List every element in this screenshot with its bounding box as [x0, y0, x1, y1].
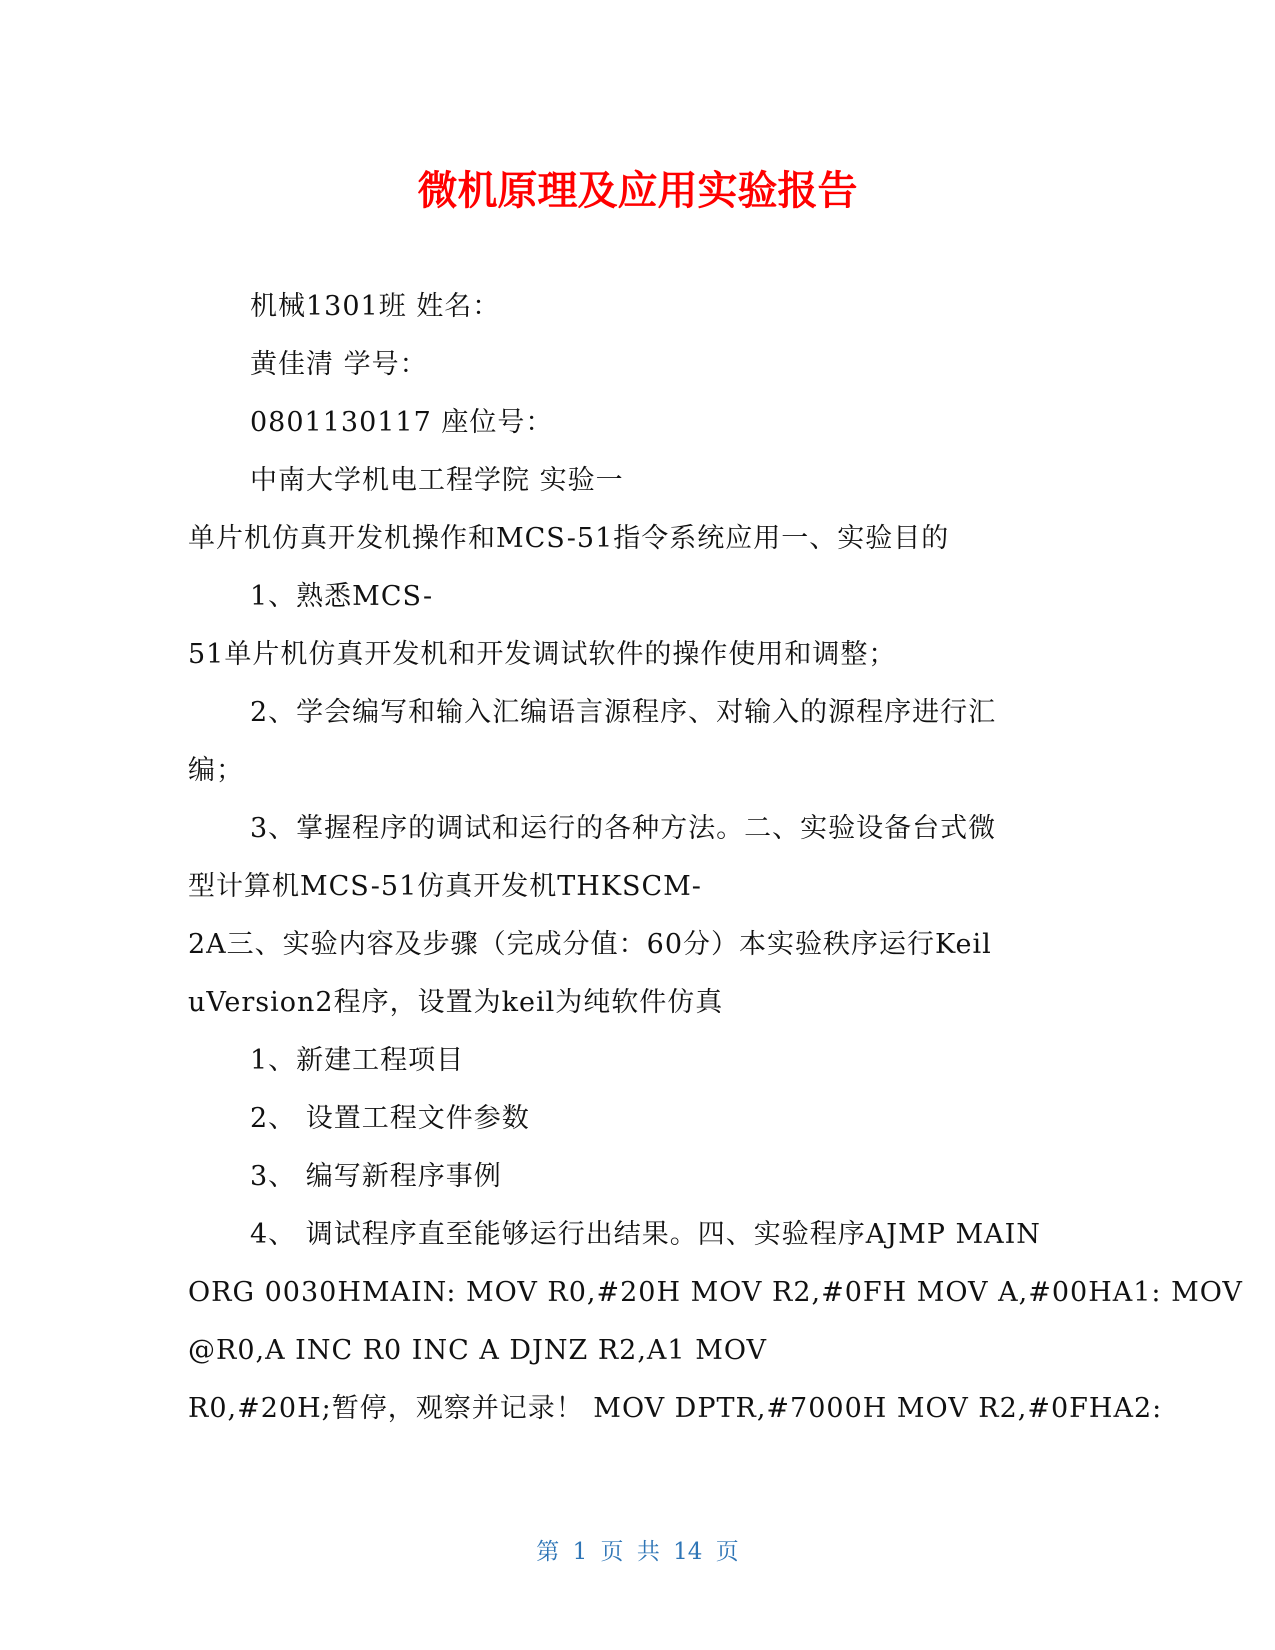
program-line-1: ORG 0030HMAIN: MOV R0,#20H MOV R2,#0FH MOV A,#00HA1: MOV [188, 1277, 1243, 1308]
class-name-line: 机械1301班 姓名： [250, 291, 501, 322]
step-2-line: 2、 设置工程文件参数 [250, 1103, 530, 1134]
equipment-line: 型计算机MCS-51仿真开发机THKSCM- [188, 871, 702, 902]
step-1-line: 1、新建工程项目 [250, 1045, 465, 1076]
experiment-title-line: 单片机仿真开发机操作和MCS-51指令系统应用一、实验目的 [188, 523, 950, 554]
content-steps-cont-line: uVersion2程序，设置为keil为纯软件仿真 [188, 987, 724, 1018]
program-line-2: @R0,A INC R0 INC A DJNZ R2,A1 MOV [188, 1335, 767, 1366]
step-3-line: 3、 编写新程序事例 [250, 1161, 502, 1192]
school-line: 中南大学机电工程学院 实验一 [250, 465, 624, 496]
objective-1-line: 1、熟悉MCS- [250, 581, 434, 612]
objective-1-cont-line: 51单片机仿真开发机和开发调试软件的操作使用和调整； [188, 639, 897, 670]
page-number-footer: 第 1 页 共 14 页 [536, 1539, 739, 1565]
step-4-line: 4、 调试程序直至能够运行出结果。四、实验程序AJMP MAIN [250, 1219, 1041, 1250]
objective-2-line: 2、学会编写和输入汇编语言源程序、对输入的源程序进行汇 [250, 697, 997, 728]
student-id-line: 0801130117 座位号： [250, 407, 554, 438]
program-line-3: R0,#20H;暂停，观察并记录！ MOV DPTR,#7000H MOV R2,#0FHA2: [188, 1393, 1163, 1424]
objective-3-line: 3、掌握程序的调试和运行的各种方法。二、实验设备台式微 [250, 813, 997, 844]
student-name-line: 黄佳清 学号： [250, 349, 428, 380]
objective-2-cont-line: 编； [188, 755, 244, 786]
content-steps-line: 2A三、实验内容及步骤（完成分值：60分）本实验秩序运行Keil [188, 929, 992, 960]
document-title: 微机原理及应用实验报告 [417, 168, 858, 214]
